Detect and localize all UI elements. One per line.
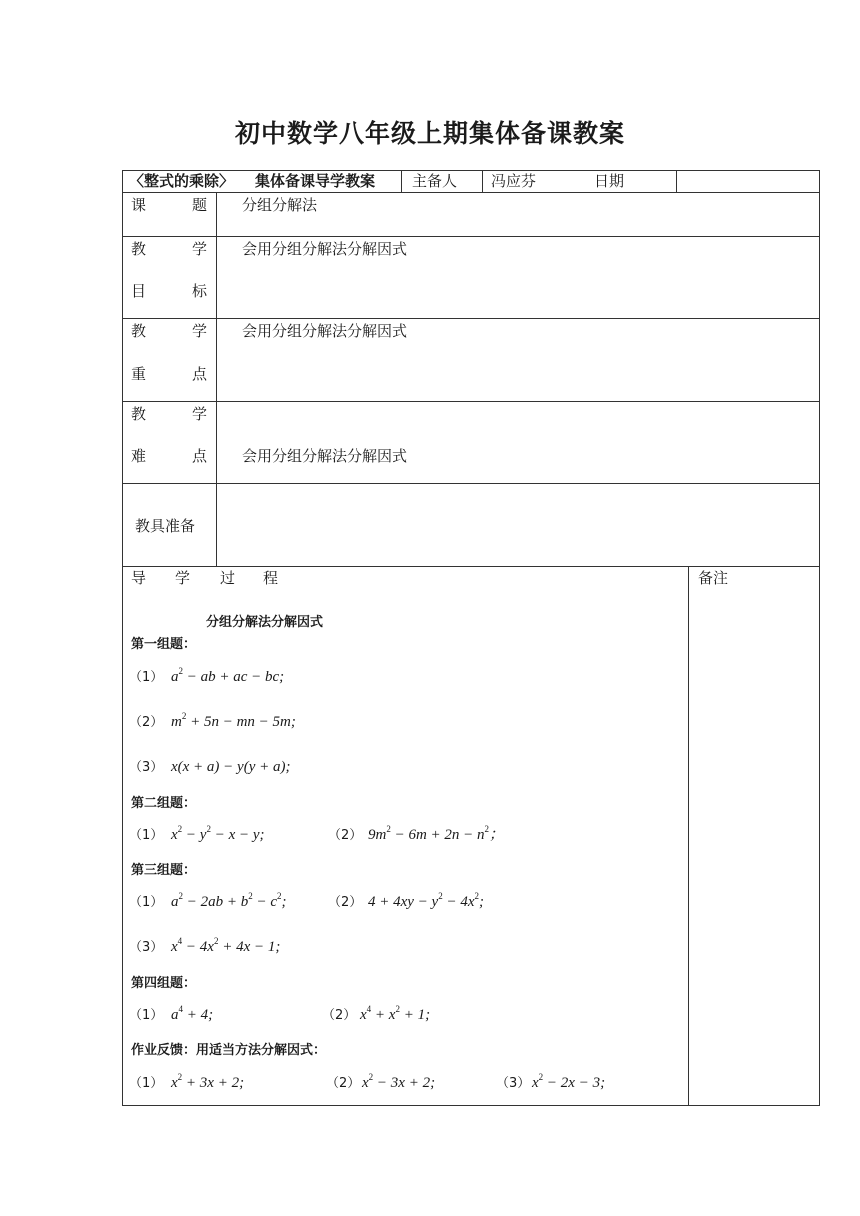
process-subtitle: 分组分解法分解因式 [206, 615, 324, 630]
g2-item-1-expr: $x^2 - y^2 - x - y$; [171, 824, 265, 843]
notes-label: 备注 [698, 569, 729, 587]
group-4-title: 第四组题： [131, 976, 197, 991]
difficulty-label-4: 点 [192, 447, 208, 465]
preparer-name: 冯应芬 [491, 172, 537, 190]
g4-item-1-expr: $a^4 + 4$; [171, 1004, 214, 1023]
key-label-2: 学 [192, 322, 208, 340]
topic-label-a: 课 [131, 196, 147, 214]
goal-label-4: 标 [192, 282, 208, 300]
g1-item-2-num: （2） [129, 715, 164, 730]
process-label-4: 程 [263, 569, 279, 587]
key-label-4: 点 [192, 365, 208, 383]
g1-item-1-expr: $a^2$ − ab + ac − bc; [171, 666, 285, 685]
difficulty-value: 会用分组分解法分解因式 [242, 447, 408, 465]
goal-label-2: 学 [192, 240, 208, 258]
g1-item-3-expr: x(x + a) − y(y + a); [171, 759, 291, 775]
topic-label-b: 题 [192, 196, 208, 214]
process-label-1: 导 [131, 569, 147, 587]
group-2-title: 第二组题： [131, 796, 197, 811]
page-title: 初中数学八年级上期集体备课教案 [234, 119, 625, 148]
hw-item-2-expr: $x^2 - 3x + 2$; [362, 1072, 436, 1091]
g4-item-1-num: （1） [129, 1008, 164, 1023]
g2-item-2-num: （2） [328, 828, 363, 843]
g3-item-1-expr: $a^2 - 2ab + b^2 - c^2$; [171, 891, 287, 910]
process-label-3: 过 [220, 569, 236, 587]
hw-item-1-num: （1） [129, 1076, 164, 1091]
hw-item-2-num: （2） [326, 1076, 361, 1091]
key-value: 会用分组分解法分解因式 [242, 322, 408, 340]
hw-item-3-expr: $x^2 - 2x - 3$; [532, 1072, 606, 1091]
group-3-title: 第三组题： [131, 863, 197, 878]
difficulty-label-3: 难 [131, 447, 147, 465]
g3-item-3-num: （3） [129, 940, 164, 955]
g1-item-2-expr: $m^2 + 5n$ − mn − 5m; [171, 711, 296, 730]
goal-value: 会用分组分解法分解因式 [242, 240, 408, 258]
g3-item-2-expr: $4 + 4xy - y^2 - 4x^2$; [368, 891, 484, 910]
hw-item-1-expr: $x^2 + 3x + 2$; [171, 1072, 245, 1091]
date-label: 日期 [594, 172, 625, 190]
topic-value: 分组分解法 [242, 196, 318, 214]
g2-item-1-num: （1） [129, 828, 164, 843]
process-label-2: 学 [175, 569, 191, 587]
group-1-title: 第一组题： [131, 637, 197, 652]
key-label-1: 教 [131, 322, 147, 340]
g2-item-2-expr: $9m^2 - 6m + 2n - n^2$； [368, 824, 505, 843]
g3-item-1-num: （1） [129, 895, 164, 910]
doc-type-label: 集体备课导学教案 [255, 172, 376, 190]
difficulty-label-1: 教 [131, 405, 147, 423]
chapter-label: 〈整式的乘除〉 [129, 172, 235, 190]
hw-item-3-num: （3） [496, 1076, 531, 1091]
preparer-label: 主备人 [412, 172, 458, 190]
key-label-3: 重 [131, 365, 147, 383]
homework-title: 作业反馈：用适当方法分解因式： [131, 1043, 327, 1058]
goal-label-3: 目 [131, 282, 147, 300]
g1-item-3-num: （3） [129, 760, 164, 775]
tools-label: 教具准备 [135, 517, 196, 535]
g1-item-1-num: （1） [129, 670, 164, 685]
g3-item-2-num: （2） [328, 895, 363, 910]
g3-item-3-expr: $x^4 - 4x^2 + 4x - 1$; [171, 936, 281, 955]
goal-label-1: 教 [131, 240, 147, 258]
difficulty-label-2: 学 [192, 405, 208, 423]
g4-item-2-expr: $x^4 + x^2 + 1$; [360, 1004, 431, 1023]
g4-item-2-num: （2） [322, 1008, 357, 1023]
